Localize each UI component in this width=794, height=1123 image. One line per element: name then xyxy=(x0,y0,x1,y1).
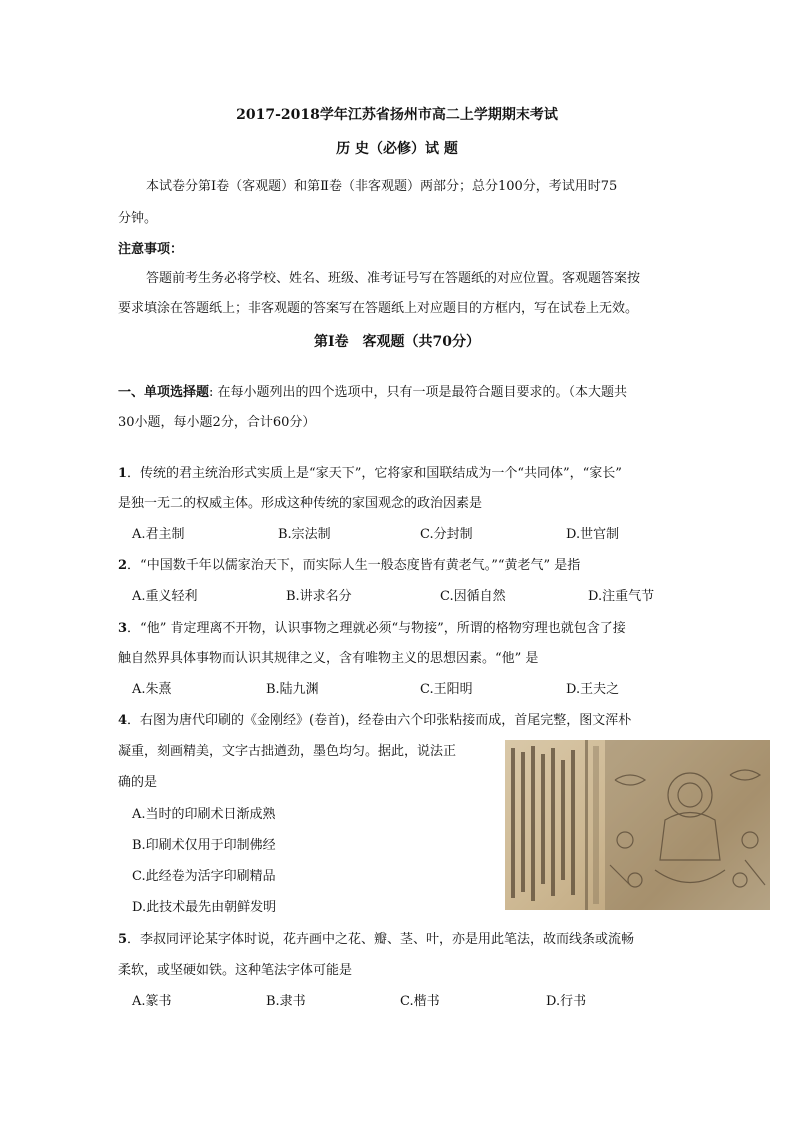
question-text: ．“中国数千年以儒家治天下，而实际人生一般态度皆有黄老气。”“黄老气” 是指 xyxy=(127,558,581,573)
question-text: ．“他” 肯定理离不开物，认识事物之理就必须“与物接”，所谓的格物穷理也就包含了接 xyxy=(127,621,626,636)
diamond-sutra-frontispiece-icon xyxy=(505,740,770,910)
question-number: 4 xyxy=(118,713,128,728)
q5-option-c[interactable]: C.楷书 xyxy=(400,994,440,1009)
question-2-line-1 xyxy=(118,554,580,573)
question-5-line-2: 柔软，或坚硬如铁。这种笔法字体可能是 xyxy=(118,963,353,978)
section-description xyxy=(118,381,627,400)
q2-option-b[interactable]: B.讲求名分 xyxy=(286,589,352,604)
notice-line-2: 要求填涂在答题纸上；非客观题的答案写在答题纸上对应题目的方框内，写在试卷上无效。 xyxy=(118,301,639,316)
q4-option-c[interactable]: C.此经卷为活字印刷精品 xyxy=(132,869,276,884)
intro-line-2: 分钟。 xyxy=(118,211,158,226)
q4-option-a[interactable]: A.当时的印刷术日渐成熟 xyxy=(132,807,276,822)
notice-heading: 注意事项： xyxy=(118,242,184,257)
question-1-line-2: 是独一无二的权威主体。形成这种传统的家国观念的政治因素是 xyxy=(118,496,483,511)
question-1-line-1 xyxy=(118,462,622,481)
section-desc-2: 30小题，每小题2分，合计60分） xyxy=(118,415,316,430)
intro-line-1: 本试卷分第Ⅰ卷（客观题）和第Ⅱ卷（非客观题）两部分；总分100分，考试用时75 xyxy=(146,179,618,194)
question-text: ．传统的君主统治形式实质上是“家天下”，它将家和国联结成为一个“共同体”，“家长” xyxy=(127,466,622,481)
q1-option-a[interactable]: A.君主制 xyxy=(132,527,185,542)
q4-option-d[interactable]: D.此技术最先由朝鲜发明 xyxy=(132,900,277,915)
question-5-line-1 xyxy=(118,928,634,947)
q3-option-a[interactable]: A.朱熹 xyxy=(132,682,172,697)
q2-option-d[interactable]: D.注重气节 xyxy=(588,589,655,604)
part1-heading: 第Ⅰ卷 客观题（共70分） xyxy=(313,334,481,350)
question-number: 2 xyxy=(118,558,128,573)
question-text: ．右图为唐代印刷的《金刚经》(卷首)，经卷由六个印张粘接而成，首尾完整，图文浑朴 xyxy=(127,713,632,728)
section-desc-1: : 在每小题列出的四个选项中，只有一项是最符合题目要求的。（本大题共 xyxy=(209,385,628,400)
q5-option-a[interactable]: A.篆书 xyxy=(132,994,172,1009)
q4-option-b[interactable]: B.印刷术仅用于印制佛经 xyxy=(132,838,276,853)
q3-option-b[interactable]: B.陆九渊 xyxy=(266,682,319,697)
q3-option-d[interactable]: D.王夫之 xyxy=(566,682,620,697)
question-3-line-1 xyxy=(118,617,626,636)
q5-option-d[interactable]: D.行书 xyxy=(546,994,587,1009)
q1-option-c[interactable]: C.分封制 xyxy=(420,527,473,542)
question-4-line-2: 凝重，刻画精美，文字古拙遒劲，墨色均匀。据此，说法正 xyxy=(118,744,457,759)
question-text: ．李叔同评论某字体时说，花卉画中之花、瓣、茎、叶，亦是用此笔法，故而线条或流畅 xyxy=(127,932,635,947)
q2-option-a[interactable]: A.重义轻利 xyxy=(132,589,198,604)
notice-line-1: 答题前考生务必将学校、姓名、班级、准考证号写在答题纸的对应位置。客观题答案按 xyxy=(146,271,641,286)
q1-option-b[interactable]: B.宗法制 xyxy=(278,527,331,542)
question-number: 3 xyxy=(118,621,128,636)
question-3-line-2: 触自然界具体事物而认识其规律之义，含有唯物主义的思想因素。“他” 是 xyxy=(118,651,539,666)
question-number: 1 xyxy=(118,466,128,481)
diamond-sutra-image xyxy=(505,740,770,910)
q5-option-b[interactable]: B.隶书 xyxy=(266,994,306,1009)
exam-title: 2017-2018学年江苏省扬州市高二上学期期末考试 xyxy=(236,107,558,123)
q1-option-d[interactable]: D.世官制 xyxy=(566,527,620,542)
section-label: 一、单项选择题 xyxy=(118,385,210,400)
question-number: 5 xyxy=(118,932,128,947)
q3-option-c[interactable]: C.王阳明 xyxy=(420,682,473,697)
question-4-line-1 xyxy=(118,709,631,728)
subject-title: 历 史（必修）试 题 xyxy=(336,141,458,157)
question-4-line-3: 确的是 xyxy=(118,775,158,790)
q2-option-c[interactable]: C.因循自然 xyxy=(440,589,506,604)
